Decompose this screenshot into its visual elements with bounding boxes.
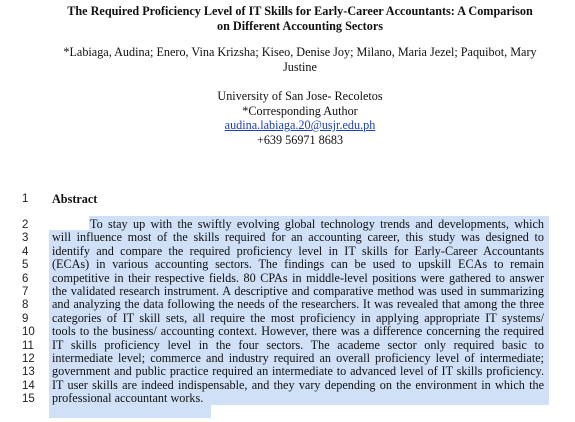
line-number: 11 [22, 339, 34, 352]
highlight-end-gap [211, 405, 551, 419]
line-number: 1 [22, 193, 29, 205]
abstract-line: identify and compare the required proficiency level in IT skills for Early-Career Accountants [52, 243, 544, 258]
line-number: 13 [22, 366, 35, 379]
abstract-line: (ECAs) in various accounting sectors. The findings can be used to upskill ECAs to remain [52, 257, 544, 272]
line-number: 4 [22, 245, 29, 258]
affiliation: University of San Jose- Recoletos [217, 89, 383, 103]
abstract-line: professional accountant works. [52, 391, 204, 406]
abstract-line: To stay up with the swiftly evolving global technology trends and developments, which [90, 217, 544, 231]
line-number: 8 [22, 299, 29, 312]
author-list [40, 45, 560, 75]
abstract-line: categories of IT skill sets, all require the most proficiency in applying appropriate IT systems/ [52, 310, 544, 325]
highlight-indent-gap [49, 216, 89, 230]
abstract-line: intermediate level; commerce and industry required an overall proficiency level of intermediate; [52, 351, 544, 365]
abstract-line: will influence most of the skills required for an accounting career, this study was designed to [52, 230, 544, 245]
line-number: 7 [22, 286, 29, 298]
paper-title [40, 4, 560, 34]
email-link[interactable]: audina.labiaga.20@usjr.edu.ph [224, 118, 376, 132]
abstract-line: tools to the business/ accounting context. However, there was a difference concerning the required [52, 324, 544, 339]
phone-number: +639 56971 8683 [256, 132, 344, 147]
abstract-line: government and public practice required an intermediate to advanced level of IT skills proficiency. [52, 364, 544, 379]
line-number: 2 [22, 219, 29, 231]
abstract-line: the validated research instrument. A descriptive and comparative method was used in summarizing [52, 284, 544, 298]
abstract-line: and analyzing the data following the needs of the researchers. It was revealed that among the three [52, 297, 544, 312]
line-number: 5 [22, 259, 29, 272]
corresponding-author: *Corresponding Author [242, 103, 358, 118]
line-number: 12 [22, 353, 35, 365]
paper-title-line: The Required Proficiency Level of IT Skills for Early-Career Accountants: A Comparison [67, 4, 533, 18]
line-number: 6 [22, 272, 29, 285]
line-number: 3 [22, 232, 29, 245]
paper-title-line: on Different Accounting Sectors [217, 19, 383, 33]
line-number: 15 [22, 393, 35, 406]
abstract-line: competitive in their respective fields. 80 CPAs in middle-level positions were gathered to answer [52, 270, 544, 285]
line-number: 9 [22, 312, 29, 325]
line-number: 10 [22, 326, 35, 339]
line-number: 14 [22, 379, 35, 392]
author-list-line: Justine [283, 60, 317, 74]
author-list-line: *Labiaga, Audina; Enero, Vina Krizsha; Kiseo, Denise Joy; Milano, Maria Jezel; Paquibot, Mary [63, 45, 537, 59]
abstract-heading: Abstract [52, 192, 98, 206]
affiliation-block [40, 89, 560, 147]
abstract-line: IT skills proficiency level in the four sectors. The academe sector only required basic to [52, 337, 544, 352]
abstract-line: IT user skills are indeed indispensable, and they vary depending on the environment in which the [52, 377, 544, 392]
